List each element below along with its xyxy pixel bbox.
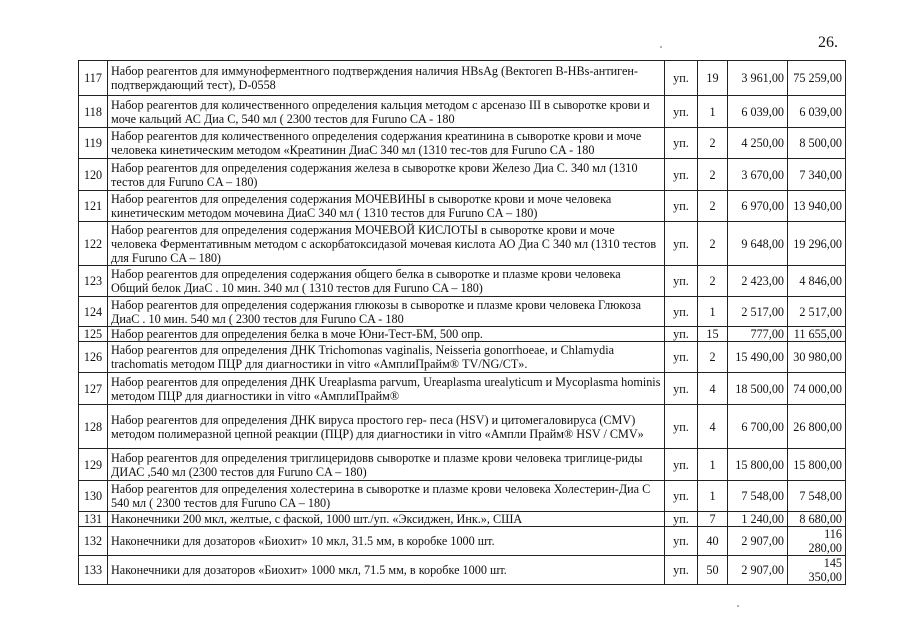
table-row — [79, 191, 846, 222]
unit: уп. — [665, 159, 698, 191]
row-number: 127 — [79, 373, 108, 405]
unit: уп. — [665, 527, 698, 556]
quantity: 2 — [698, 191, 728, 222]
unit-price: 3 961,00 — [728, 61, 788, 96]
unit: уп. — [665, 373, 698, 405]
quantity: 40 — [698, 527, 728, 556]
total-amount: 74 000,00 — [788, 373, 846, 405]
table-row — [79, 405, 846, 449]
table-row — [79, 527, 846, 556]
item-description: Набор реагентов для определения ДНК Trichomonas vaginalis, Neisseria gonorrhoeae, и Chlamydia trachomatis методом ПЦР для диагностики in vitro «АмплиПрайм® TV/NG/CT». — [108, 342, 665, 373]
items-table — [78, 60, 846, 585]
unit-price: 9 648,00 — [728, 222, 788, 266]
table-row — [79, 128, 846, 159]
total-amount: 19 296,00 — [788, 222, 846, 266]
quantity: 1 — [698, 297, 728, 327]
row-number: 122 — [79, 222, 108, 266]
row-number: 124 — [79, 297, 108, 327]
unit: уп. — [665, 327, 698, 342]
row-number: 128 — [79, 405, 108, 449]
item-description: Наконечники для дозаторов «Биохит» 10 мкл, 31.5 мм, в коробке 1000 шт. — [108, 527, 665, 556]
item-description: Набор реагентов для определения холестерина в сыворотке и плазме крови человека Холестерин-Диа С 540 мл ( 2300 тестов для Furuno CA – 180) — [108, 481, 665, 512]
item-description: Набор реагентов для иммуноферментного подтверждения наличия HBsAg (Вектогеп В-HBs-антиген-подтверждающий тест), D-0558 — [108, 61, 665, 96]
scan-speck — [737, 605, 739, 607]
page-number: 26. — [818, 34, 838, 51]
item-description: Набор реагентов для определения ДНК вируса простого гер- песа (HSV) и цитомегаловируса (CMV) методом полимеразной цепной реакции (ПЦР) для диагностики in vitro «Ампли Прайм® HSV / CMV» — [108, 405, 665, 449]
row-number: 125 — [79, 327, 108, 342]
row-number: 132 — [79, 527, 108, 556]
total-amount: 8 500,00 — [788, 128, 846, 159]
row-number: 131 — [79, 512, 108, 527]
unit: уп. — [665, 96, 698, 128]
item-description: Наконечники 200 мкл, желтые, с фаской, 1000 шт./уп. «Эксиджен, Инк.», США — [108, 512, 665, 527]
quantity: 2 — [698, 342, 728, 373]
unit-price: 2 907,00 — [728, 556, 788, 585]
item-description: Набор реагентов для определения белка в моче Юни-Тест-БМ, 500 опр. — [108, 327, 665, 342]
table-row — [79, 373, 846, 405]
table-row — [79, 449, 846, 481]
table-row — [79, 96, 846, 128]
unit: уп. — [665, 556, 698, 585]
row-number: 126 — [79, 342, 108, 373]
row-number: 130 — [79, 481, 108, 512]
unit: уп. — [665, 342, 698, 373]
total-amount: 116 280,00 — [788, 527, 846, 556]
total-amount: 26 800,00 — [788, 405, 846, 449]
total-amount: 145 350,00 — [788, 556, 846, 585]
unit: уп. — [665, 128, 698, 159]
item-description: Набор реагентов для определения содержания глюкозы в сыворотке и плазме крови человека Глюкоза ДиаС . 10 мин. 540 мл ( 2300 тестов для Furuno CA - 180 — [108, 297, 665, 327]
table-row — [79, 61, 846, 96]
quantity: 1 — [698, 481, 728, 512]
item-description: Набор реагентов для определения содержания железа в сыворотке крови Железо Диа С. 340 мл (1310 тестов для Furuno CA – 180) — [108, 159, 665, 191]
quantity: 7 — [698, 512, 728, 527]
row-number: 120 — [79, 159, 108, 191]
quantity: 50 — [698, 556, 728, 585]
quantity: 1 — [698, 449, 728, 481]
unit-price: 1 240,00 — [728, 512, 788, 527]
row-number: 133 — [79, 556, 108, 585]
table-row — [79, 159, 846, 191]
row-number: 119 — [79, 128, 108, 159]
total-amount: 8 680,00 — [788, 512, 846, 527]
total-amount: 4 846,00 — [788, 266, 846, 297]
total-amount: 11 655,00 — [788, 327, 846, 342]
table-row — [79, 266, 846, 297]
unit-price: 18 500,00 — [728, 373, 788, 405]
row-number: 123 — [79, 266, 108, 297]
total-amount: 13 940,00 — [788, 191, 846, 222]
total-amount: 15 800,00 — [788, 449, 846, 481]
scan-speck — [660, 46, 662, 48]
table-row — [79, 297, 846, 327]
unit: уп. — [665, 405, 698, 449]
unit: уп. — [665, 297, 698, 327]
table-row — [79, 481, 846, 512]
item-description: Набор реагентов для количественного определения содержания креатинина в сыворотке крови и моче человека кинетическим методом «Креатинин ДиаС 340 мл (1310 тес-тов для Furuno CA - 180 — [108, 128, 665, 159]
total-amount: 7 340,00 — [788, 159, 846, 191]
unit: уп. — [665, 266, 698, 297]
unit-price: 4 250,00 — [728, 128, 788, 159]
unit-price: 2 517,00 — [728, 297, 788, 327]
item-description: Набор реагентов для определения содержания общего белка в сыворотке и плазме крови человека Общий белок ДиаС . 10 мин. 340 мл ( 1310 тестов для Furuno CA – 180) — [108, 266, 665, 297]
unit: уп. — [665, 481, 698, 512]
quantity: 2 — [698, 159, 728, 191]
unit: уп. — [665, 449, 698, 481]
unit-price: 6 700,00 — [728, 405, 788, 449]
item-description: Наконечники для дозаторов «Биохит» 1000 мкл, 71.5 мм, в коробке 1000 шт. — [108, 556, 665, 585]
unit-price: 2 423,00 — [728, 266, 788, 297]
unit-price: 3 670,00 — [728, 159, 788, 191]
table-row — [79, 556, 846, 585]
row-number: 121 — [79, 191, 108, 222]
unit-price: 15 490,00 — [728, 342, 788, 373]
table-row — [79, 327, 846, 342]
row-number: 129 — [79, 449, 108, 481]
unit: уп. — [665, 61, 698, 96]
total-amount: 2 517,00 — [788, 297, 846, 327]
table-row — [79, 342, 846, 373]
unit-price: 6 970,00 — [728, 191, 788, 222]
unit-price: 777,00 — [728, 327, 788, 342]
unit: уп. — [665, 512, 698, 527]
row-number: 118 — [79, 96, 108, 128]
unit: уп. — [665, 191, 698, 222]
unit-price: 6 039,00 — [728, 96, 788, 128]
quantity: 1 — [698, 96, 728, 128]
quantity: 2 — [698, 128, 728, 159]
quantity: 2 — [698, 222, 728, 266]
quantity: 15 — [698, 327, 728, 342]
item-description: Набор реагентов для определения триглицеридовв сыворотке и плазме крови человека триглице-риды ДИАС ,540 мл (2300 тестов для Furuno CA – 180) — [108, 449, 665, 481]
table-row — [79, 512, 846, 527]
quantity: 2 — [698, 266, 728, 297]
total-amount: 7 548,00 — [788, 481, 846, 512]
unit-price: 15 800,00 — [728, 449, 788, 481]
total-amount: 6 039,00 — [788, 96, 846, 128]
unit-price: 7 548,00 — [728, 481, 788, 512]
total-amount: 30 980,00 — [788, 342, 846, 373]
quantity: 4 — [698, 373, 728, 405]
item-description: Набор реагентов для определения содержания МОЧЕВИНЫ в сыворотке крови и моче человека кинетическим методом мочевина ДиаС 340 мл ( 1310 тестов для Furuno CA – 180) — [108, 191, 665, 222]
unit: уп. — [665, 222, 698, 266]
item-description: Набор реагентов для определения содержания МОЧЕВОЙ КИСЛОТЫ в сыворотке крови и моче человека Ферментативным методом с аскорбатоксидазой мочевая кислота АО Диа С 340 мл (1310 тестов для Furuno CA – 180) — [108, 222, 665, 266]
quantity: 4 — [698, 405, 728, 449]
table-row — [79, 222, 846, 266]
row-number: 117 — [79, 61, 108, 96]
quantity: 19 — [698, 61, 728, 96]
unit-price: 2 907,00 — [728, 527, 788, 556]
item-description: Набор реагентов для определения ДНК Ureaplasma parvum, Ureaplasma urealyticum и Mycoplasma hominis методом ПЦР для диагностики in vitro «АмплиПрайм® — [108, 373, 665, 405]
total-amount: 75 259,00 — [788, 61, 846, 96]
item-description: Набор реагентов для количественного определения кальция методом с арсеназо III в сыворотке крови и моче кальций АС Диа С, 540 мл ( 2300 тестов для Furuno CA - 180 — [108, 96, 665, 128]
